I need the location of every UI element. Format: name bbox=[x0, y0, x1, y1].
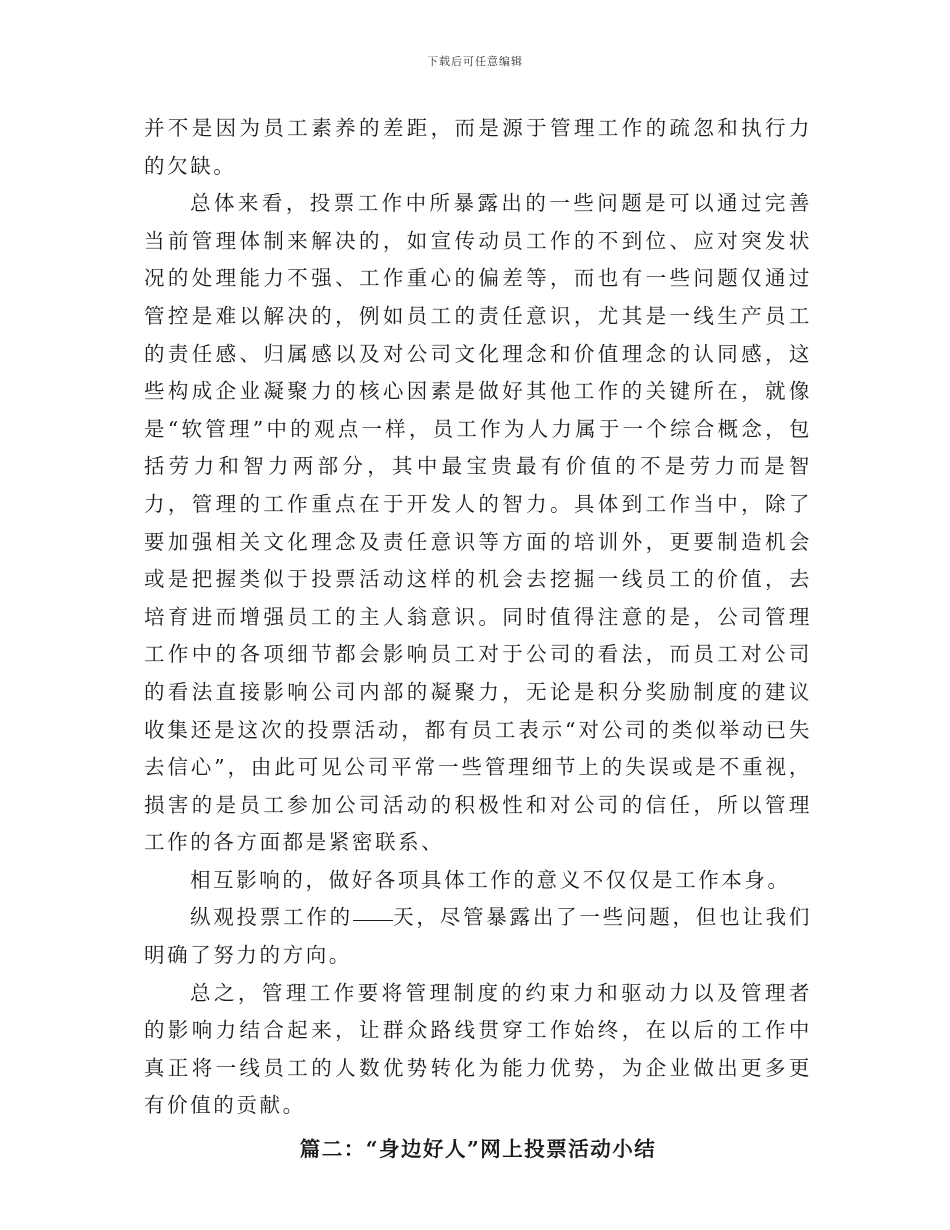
review-text-end: 天，尽管暴露出了一些问题，但也让我们明确了努力的方向。 bbox=[144, 905, 812, 968]
paragraph-overview: 总体来看，投票工作中所暴露出的一些问题是可以通过完善当前管理体制来解决的，如宣传动员工作的不到位、应对突发状况的处理能力不强、工作重心的偏差等，而也有一些问题仅通过管控是难以解决的，例如员工的责任意识，尤其是一线生产员工的责任感、归属感以及对公司文化理念和价值理念的认同感，这些构成企业凝聚力的核心因素是做好其他工作的关键所在，就像是“软管理”中的观点一样，员工作为人力属于一个综合概念，包括劳力和智力两部分，其中最宝贵最有价值的不是劳力而是智力，管理的工作重点在于开发人的智力。具体到工作当中，除了要加强相关文化理念及责任意识等方面的培训外，更要制造机会或是把握类似于投票活动这样的机会去挖掘一线员工的价值，去培育进而增强员工的主人翁意识。同时值得注意的是，公司管理工作中的各项细节都会影响员工对于公司的看法，而员工对公司的看法直接影响公司内部的凝聚力，无论是积分奖励制度的建议收集还是这次的投票活动，都有员工表示“对公司的类似举动已失去信心”，由此可见公司平常一些管理细节上的失误或是不重视，损害的是员工参加公司活动的积极性和对公司的信任，所以管理工作的各方面都是紧密联系、 bbox=[144, 191, 812, 855]
paragraph-continuation: 并不是因为员工素养的差距，而是源于管理工作的疏忽和执行力的欠缺。 bbox=[144, 116, 812, 178]
document-body bbox=[144, 110, 812, 1169]
paragraph-mutual-influence: 相互影响的，做好各项具体工作的意义不仅仅是工作本身。 bbox=[190, 867, 791, 892]
header-note: 下载后可任意编辑 bbox=[427, 55, 523, 68]
review-text-start: 纵观投票工作的 bbox=[190, 905, 353, 930]
paragraph-review bbox=[144, 899, 812, 974]
paragraph-conclusion: 总之，管理工作要将管理制度的约束力和驱动力以及管理者的影响力结合起来，让群众路线贯穿工作始终，在以后的工作中真正将一线员工的人数优势转化为能力优势，为企业做出更多更有价值的贡献。 bbox=[144, 980, 812, 1118]
section-title: 篇二：“身边好人”网上投票活动小结 bbox=[299, 1137, 657, 1162]
blank-underline bbox=[353, 919, 393, 921]
